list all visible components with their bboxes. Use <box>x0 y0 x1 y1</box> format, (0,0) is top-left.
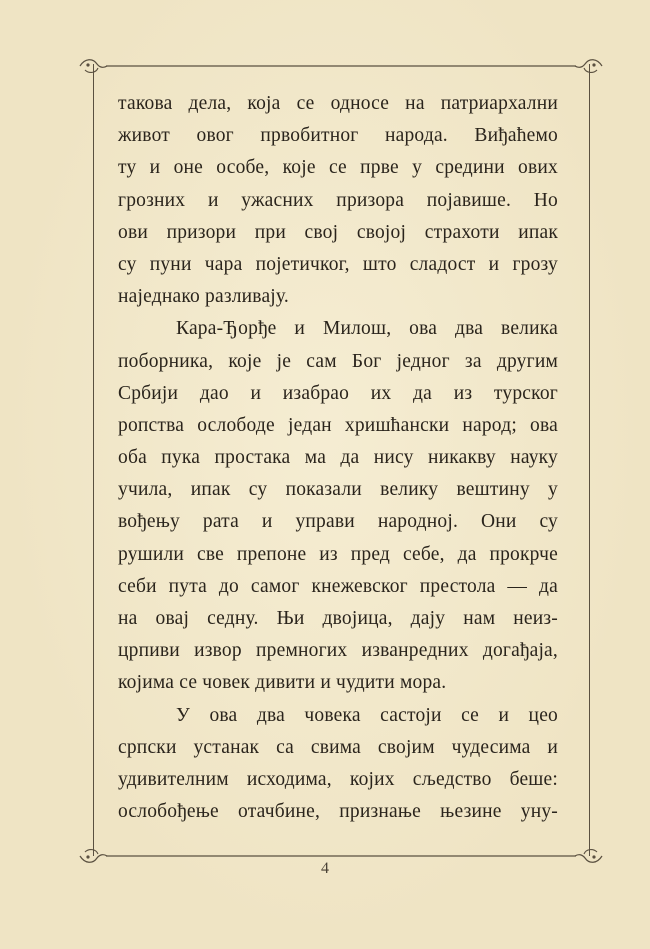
text-line: поборника, које је сам Бог једног за другим <box>118 350 558 372</box>
text-line: Србији дао и изабрао их да из турског <box>118 382 558 404</box>
text-line: на овај седну. Њи двојица, дају нам неиз- <box>118 608 558 629</box>
text-line: ту и оне особе, које се прве у средини ових <box>118 157 558 179</box>
text-line: учила, ипак су показали велику вештину у <box>118 479 558 501</box>
text-line: црпиви извор премногих изванредних догађаја, <box>118 640 558 662</box>
page-number: 4 <box>321 860 329 877</box>
paragraph <box>118 313 558 699</box>
text-line: себи пута до самог кнежевског престола — да <box>118 575 558 597</box>
text-line: оба пука простака ма да нису никакву науку <box>118 447 558 469</box>
right-frame-rule <box>589 64 590 856</box>
left-frame-rule <box>93 64 94 856</box>
paragraph <box>118 88 558 313</box>
text-line: су пуни чара појетичког, што сладост и грозу <box>118 253 558 275</box>
text-line: грозних и ужасних призора појавише. Но <box>118 189 558 211</box>
text-line: ослобођење отачбине, признање њезине уну- <box>118 801 558 823</box>
text-line: ропства ослободе један хришћански народ; ова <box>118 414 558 436</box>
text-line: којима се човек дивити и чудити мора. <box>118 672 447 694</box>
text-line: Кара-Ђорђе и Милош, ова два велика <box>176 318 558 340</box>
text-line: живот овог првобитног народа. Виђаћемо <box>118 125 558 147</box>
body-text <box>118 88 558 828</box>
text-line: У ова два човека састоји се и цео <box>176 704 558 726</box>
text-line: наједнако разливају. <box>118 286 289 308</box>
text-line: ови призори при свој својој страхоти ипак <box>118 221 558 243</box>
text-line: српски устанак са свима својим чудесима и <box>118 736 558 758</box>
text-line: такова дела, која се односе на патриархални <box>118 93 558 114</box>
text-line: вођењу рата и управи народној. Они су <box>118 511 558 533</box>
text-line: удивителним исходима, којих сљедство беше: <box>118 768 558 790</box>
paragraph <box>118 700 558 829</box>
text-line: рушили све препоне из пред себе, да прокрче <box>118 543 558 565</box>
top-border-ornament <box>76 54 606 78</box>
